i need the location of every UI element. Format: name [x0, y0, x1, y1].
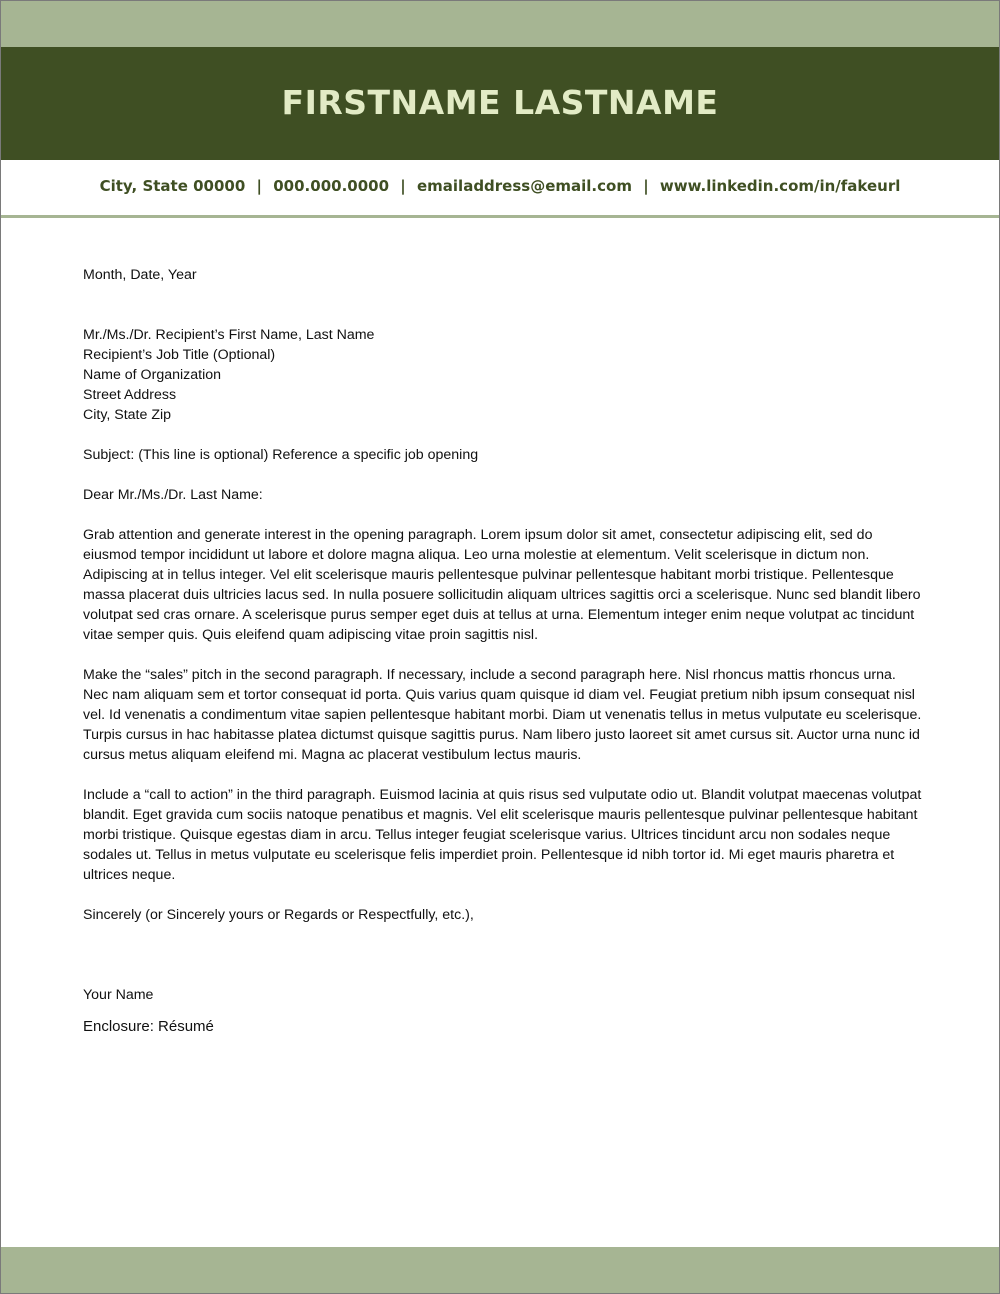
- contact-email: emailaddress@email.com: [416, 177, 632, 195]
- salutation: Dear Mr./Ms./Dr. Last Name:: [83, 487, 263, 503]
- recipient-title: Recipient’s Job Title (Optional): [83, 347, 276, 363]
- paragraph-sales-pitch: Make the “sales” pitch in the second paragraph. If necessary, include a second paragraph here. Nisl rhoncus mattis rhoncus urna. Nec nam aliquam sem et tortor consequat id porta. Quis varius quam quisque id diam vel. Feugiat pretium nibh ipsum consequat nisl vel. Id venenatis a condimentum vitae sapien pellentesque habitant morbi. Diam ut venenatis tellus in metus vulputate eu scelerisque. Turpis cursus in hac habitasse platea dictumst quisque sagittis purus. Nam libero justo laoreet sit amet cursus sit. Auctor urna nunc id cursus metus aliquam eleifend mi. Magna ac placerat vestibulum lectus mauris.: [83, 667, 922, 763]
- recipient-name: Mr./Ms./Dr. Recipient’s First Name, Last Name: [83, 327, 375, 343]
- letter-body: [83, 265, 923, 1037]
- contact-linkedin: www.linkedin.com/in/fakeurl: [659, 177, 901, 195]
- contact-separator: |: [643, 177, 649, 195]
- signature-name: Your Name: [83, 987, 154, 1003]
- applicant-name: FIRSTNAME LASTNAME: [281, 83, 719, 122]
- top-accent-band: [1, 1, 999, 47]
- enclosure-line: Enclosure: Résumé: [83, 1018, 214, 1035]
- name-banner: [1, 47, 999, 160]
- contact-location: City, State 00000: [99, 177, 246, 195]
- contact-separator: |: [256, 177, 263, 195]
- recipient-block: [83, 325, 923, 425]
- contact-phone: 000.000.0000: [273, 177, 390, 195]
- closing: Sincerely (or Sincerely yours or Regards or Respectfully, etc.),: [83, 907, 474, 923]
- contact-divider: [1, 215, 999, 218]
- subject-line: Subject: (This line is optional) Reference a specific job opening: [83, 447, 479, 463]
- paragraph-opening: Grab attention and generate interest in the opening paragraph. Lorem ipsum dolor sit amet, consectetur adipiscing elit, sed do eiusmod tempor incididunt ut labore et dolore magna aliqua. Leo urna molestie at elementum. Velit scelerisque in dictum non. Adipiscing at in tellus integer. Vel elit scelerisque mauris pellentesque pulvinar pellentesque habitant morbi tristique. Pellentesque massa placerat duis ultricies lacus sed. In nulla posuere sollicitudin aliquam ultrices sagittis orci a scelerisque. Nunc sed blandit libero volutpat sed cras ornare. A scelerisque purus semper eget duis at tellus at urna. Elementum integer enim neque volutpat ac tincidunt vitae semper quis. Quis eleifend quam adipiscing vitae proin sagittis nisl.: [83, 527, 921, 643]
- recipient-city: City, State Zip: [83, 407, 172, 423]
- contact-line: [1, 177, 999, 195]
- contact-separator: |: [400, 177, 406, 195]
- recipient-organization: Name of Organization: [83, 367, 222, 383]
- letter-date: Month, Date, Year: [83, 267, 197, 283]
- paragraph-call-to-action: Include a “call to action” in the third paragraph. Euismod lacinia at quis risus sed vulputate odio ut. Blandit volutpat maecenas volutpat blandit. Eget gravida cum sociis natoque penatibus et magnis. Vel elit scelerisque mauris pellentesque pulvinar pellentesque habitant morbi tristique. Quisque egestas diam in arcu. Tellus integer feugiat scelerisque varius. Ultrices tincidunt arcu non sodales neque sodales ut. Tellus in metus vulputate eu scelerisque felis imperdiet proin. Pellentesque id nibh tortor id. Mi eget mauris pharetra et ultrices neque.: [83, 787, 922, 883]
- bottom-accent-band: [1, 1247, 999, 1293]
- recipient-street: Street Address: [83, 387, 177, 403]
